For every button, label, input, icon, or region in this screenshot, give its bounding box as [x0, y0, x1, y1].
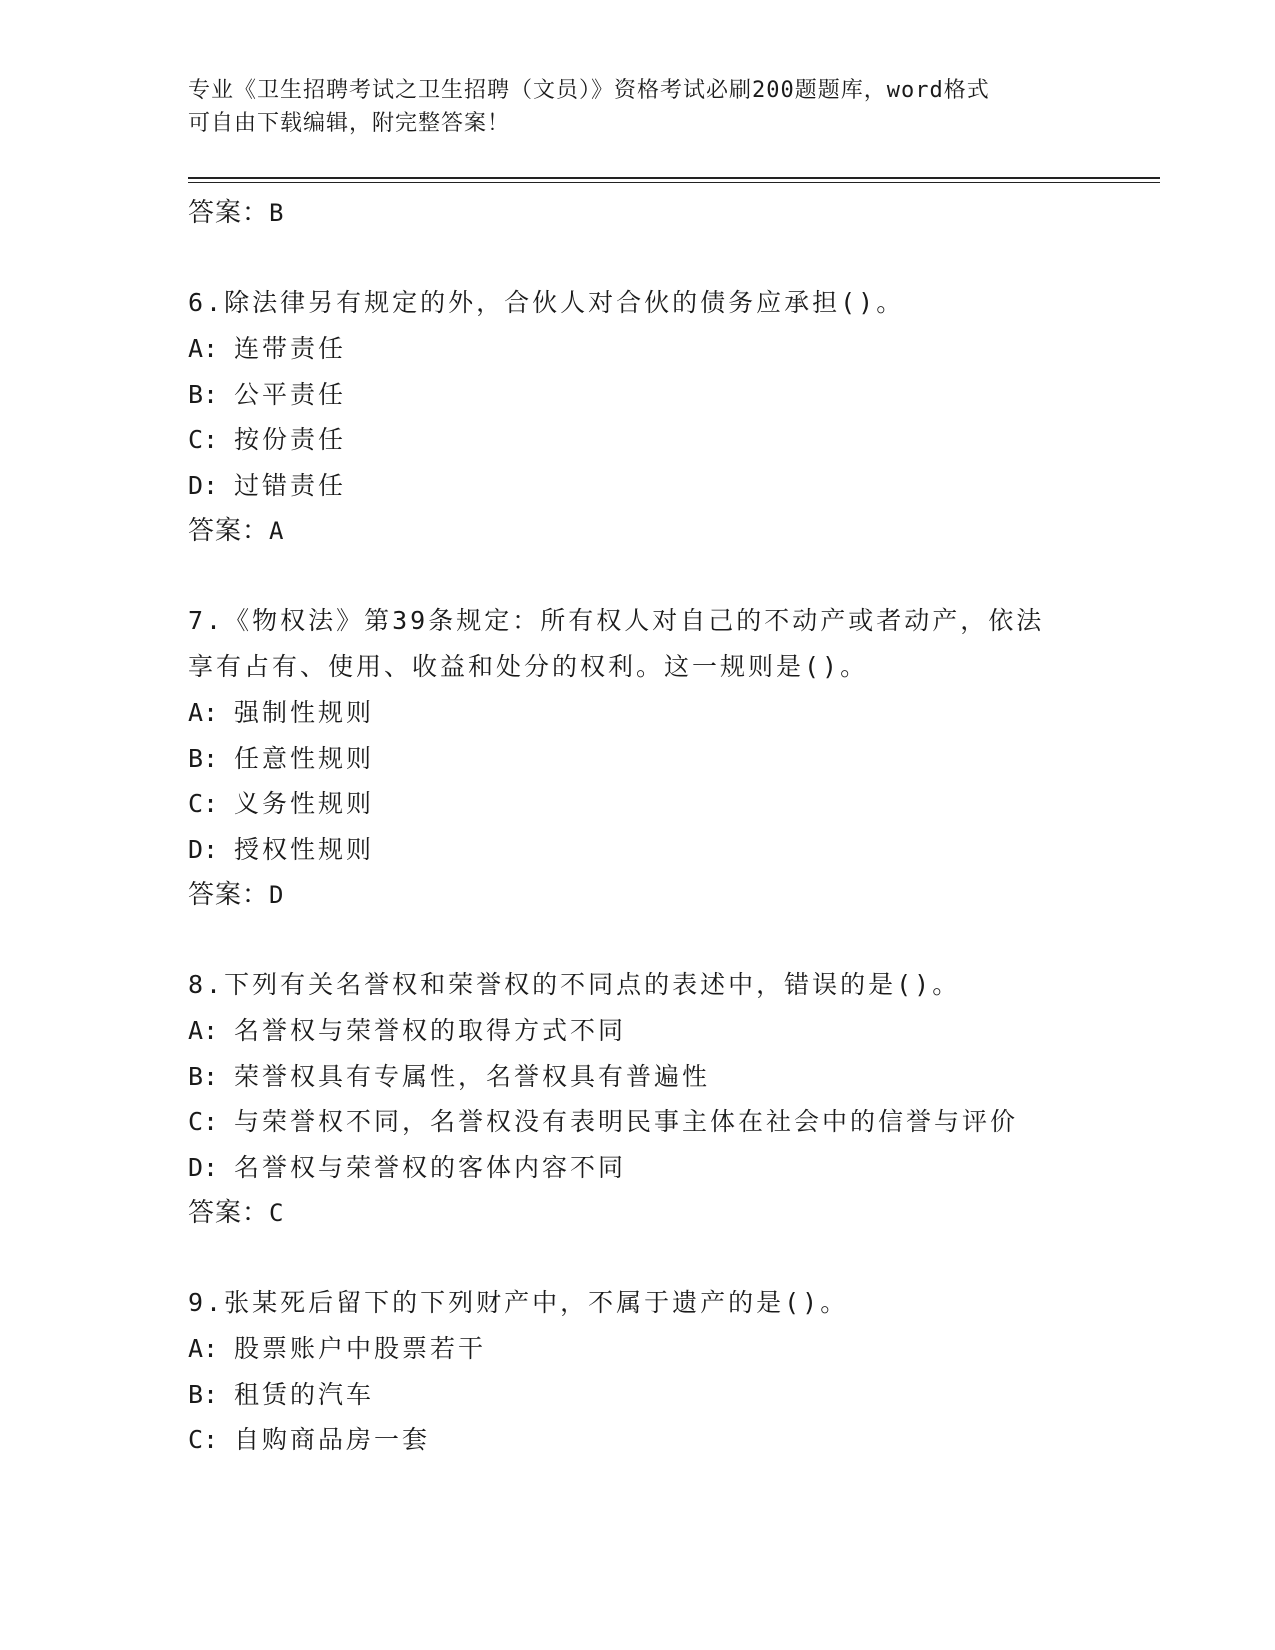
question-text: 享有占有、使用、收益和处分的权利。这一规则是()。 — [188, 652, 869, 681]
option-text: 荣誉权具有专属性，名誉权具有普遍性 — [234, 1061, 711, 1091]
option-text: 过错责任 — [234, 470, 347, 500]
option-letter: A: — [188, 698, 219, 727]
answer-line — [188, 872, 1148, 918]
option-letter: D: — [188, 470, 219, 500]
option-item — [188, 690, 1148, 736]
header-rule-thin — [188, 182, 1160, 183]
option-letter: B: — [188, 1379, 219, 1409]
option-text: 名誉权与荣誉权的客体内容不同 — [234, 1152, 627, 1182]
option-text: 股票账户中股票若干 — [234, 1334, 487, 1363]
option-letter: B: — [188, 1061, 219, 1091]
answer-label: 答案： — [188, 198, 270, 228]
option-item — [188, 417, 1148, 463]
option-text: 与荣誉权不同，名誉权没有表明民事主体在社会中的信誉与评价 — [234, 1107, 1019, 1136]
option-item — [188, 1372, 1148, 1418]
question-text: 6.除法律另有规定的外，合伙人对合伙的债务应承担()。 — [188, 288, 905, 317]
document-header — [188, 74, 1088, 140]
question-list — [188, 190, 1148, 1463]
option-text: 自购商品房一套 — [234, 1425, 431, 1454]
option-item — [188, 1145, 1148, 1191]
option-item — [188, 326, 1148, 372]
option-letter: C: — [188, 1107, 219, 1136]
option-text: 公平责任 — [234, 379, 347, 409]
question-block — [188, 962, 1148, 1236]
option-letter: A: — [188, 1334, 219, 1363]
option-item — [188, 736, 1148, 782]
answer-line — [188, 508, 1148, 554]
question-block — [188, 280, 1148, 554]
option-text: 强制性规则 — [234, 698, 375, 727]
option-text: 任意性规则 — [234, 743, 375, 773]
question-text: 7.《物权法》第39条规定：所有权人对自己的不动产或者动产，依法 — [188, 606, 1045, 635]
option-letter: A: — [188, 334, 219, 363]
option-text: 名誉权与荣誉权的取得方式不同 — [234, 1016, 627, 1045]
answer-line — [188, 1190, 1148, 1236]
answer-line — [188, 190, 1148, 236]
option-item — [188, 827, 1148, 873]
option-text: 授权性规则 — [234, 834, 375, 864]
option-text: 租赁的汽车 — [234, 1379, 375, 1409]
option-item — [188, 372, 1148, 418]
option-letter: A: — [188, 1016, 219, 1045]
question-block — [188, 1280, 1148, 1463]
option-item — [188, 1326, 1148, 1372]
option-text: 按份责任 — [234, 425, 347, 454]
option-item — [188, 1008, 1148, 1054]
option-letter: D: — [188, 834, 219, 864]
question-text: 9.张某死后留下的下列财产中，不属于遗产的是()。 — [188, 1288, 849, 1317]
answer-value: D — [269, 881, 285, 909]
option-letter: C: — [188, 1425, 219, 1454]
answer-label: 答案： — [188, 880, 270, 910]
header-line-2: 可自由下载编辑，附完整答案！ — [188, 111, 511, 136]
answer-label: 答案： — [188, 1198, 270, 1228]
option-text: 义务性规则 — [234, 789, 375, 818]
question-text: 8.下列有关名誉权和荣誉权的不同点的表述中，错误的是()。 — [188, 970, 961, 999]
answer-value: A — [269, 517, 285, 545]
option-letter: B: — [188, 379, 219, 409]
answer-value: B — [269, 199, 285, 227]
answer-value: C — [269, 1199, 285, 1227]
option-item — [188, 1099, 1148, 1145]
option-item — [188, 1417, 1148, 1463]
option-letter: C: — [188, 425, 219, 454]
header-rule-thick — [188, 177, 1160, 179]
header-line-1: 专业《卫生招聘考试之卫生招聘（文员）》资格考试必刷200题题库，word格式 — [188, 78, 990, 103]
option-letter: C: — [188, 789, 219, 818]
answer-label: 答案： — [188, 516, 270, 546]
option-item — [188, 1054, 1148, 1100]
option-item — [188, 781, 1148, 827]
option-text: 连带责任 — [234, 334, 347, 363]
option-item — [188, 463, 1148, 509]
question-block — [188, 598, 1148, 918]
option-letter: B: — [188, 743, 219, 773]
option-letter: D: — [188, 1152, 219, 1182]
